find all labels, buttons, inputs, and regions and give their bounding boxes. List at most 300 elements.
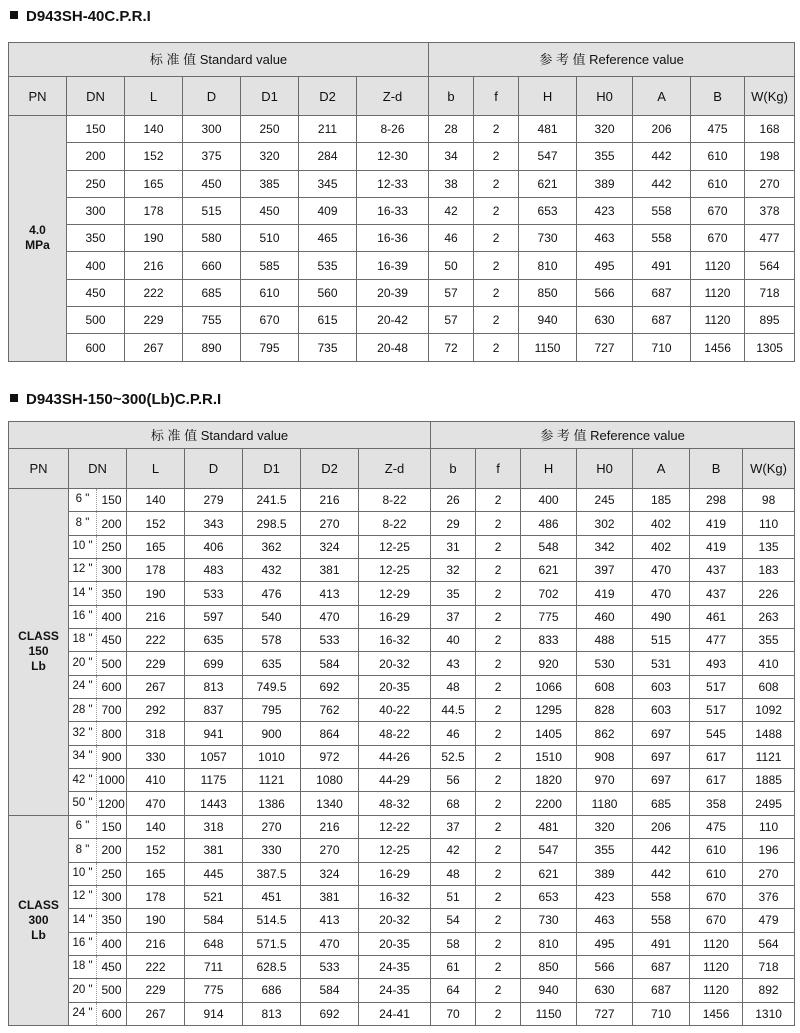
table-cell: 477 (690, 629, 743, 652)
pressure-class-cell (9, 489, 69, 816)
table-cell: 451 (243, 885, 301, 908)
table-cell: 608 (743, 675, 795, 698)
table-cell: 56 (431, 769, 476, 792)
table-cell: 515 (633, 629, 690, 652)
table-cell: 615 (299, 307, 357, 334)
table-cell: 185 (633, 489, 690, 512)
table-cell: 493 (690, 652, 743, 675)
table-cell: 378 (745, 197, 795, 224)
table-row (9, 699, 795, 722)
table-cell: 300 (97, 559, 127, 582)
table-row (9, 792, 795, 815)
table-cell: 300 (183, 116, 241, 143)
table-cell: 442 (633, 839, 690, 862)
table-cell: 540 (243, 605, 301, 628)
table-cell: 165 (125, 170, 183, 197)
table-cell: 298 (690, 489, 743, 512)
table-cell: 1010 (243, 745, 301, 768)
table-row (9, 839, 795, 862)
table-cell: 42 (429, 197, 474, 224)
table-cell: 610 (691, 170, 745, 197)
table-cell: 1121 (743, 745, 795, 768)
table-cell: 419 (690, 512, 743, 535)
table-cell: 270 (745, 170, 795, 197)
table-cell: 515 (183, 197, 241, 224)
table-cell: 37 (431, 815, 476, 838)
table-cell: 450 (97, 955, 127, 978)
table-cell: 6 " (69, 489, 97, 512)
table-cell: 1120 (691, 252, 745, 279)
table-cell: 699 (185, 652, 243, 675)
table-cell: 178 (127, 885, 185, 908)
table-cell: 566 (577, 955, 633, 978)
table-cell: 686 (243, 979, 301, 1002)
table-cell: 140 (127, 489, 185, 512)
table-cell: 68 (431, 792, 476, 815)
table-cell: 890 (183, 334, 241, 361)
table-cell: 1510 (521, 745, 577, 768)
table-cell: 292 (127, 699, 185, 722)
table-cell: 200 (97, 512, 127, 535)
table-cell: 44-29 (359, 769, 431, 792)
table-row (9, 675, 795, 698)
table-cell: 2 (474, 252, 519, 279)
table-cell: 46 (431, 722, 476, 745)
column-header: D1 (241, 77, 299, 116)
table-cell: 437 (690, 559, 743, 582)
table-cell: 564 (743, 932, 795, 955)
table-row (9, 722, 795, 745)
table-cell: 12 " (69, 559, 97, 582)
table-cell: 402 (633, 535, 690, 558)
table-cell: 12-25 (359, 839, 431, 862)
table-cell: 2 (476, 559, 521, 582)
table-row (9, 885, 795, 908)
table-cell: 376 (743, 885, 795, 908)
table-cell: 1295 (521, 699, 577, 722)
table-row (9, 252, 795, 279)
table-cell: 488 (577, 629, 633, 652)
table-cell: 20-32 (359, 652, 431, 675)
table-cell: 442 (633, 143, 691, 170)
table-cell: 57 (429, 307, 474, 334)
column-header: A (633, 77, 691, 116)
table-cell: 58 (431, 932, 476, 955)
table-cell: 34 " (69, 745, 97, 768)
table-cell: 12-33 (357, 170, 429, 197)
table-cell: 18 " (69, 629, 97, 652)
table-cell: 150 (97, 815, 127, 838)
table-cell: 510 (241, 225, 299, 252)
table-row (9, 1002, 795, 1025)
table-cell: 300 (67, 197, 125, 224)
table-cell: 670 (691, 197, 745, 224)
table-cell: 413 (301, 909, 359, 932)
table-cell: 900 (243, 722, 301, 745)
table-cell: 941 (185, 722, 243, 745)
table-cell: 600 (97, 1002, 127, 1025)
table-cell: 463 (577, 225, 633, 252)
table-cell: 419 (577, 582, 633, 605)
table-cell: 630 (577, 979, 633, 1002)
table-cell: 558 (633, 909, 690, 932)
table-cell: 196 (743, 839, 795, 862)
table-cell: 566 (577, 279, 633, 306)
table-cell: 2 (476, 652, 521, 675)
table-cell: 653 (519, 197, 577, 224)
table-cell: 914 (185, 1002, 243, 1025)
table-cell: 470 (633, 582, 690, 605)
table-cell: 653 (521, 885, 577, 908)
table-cell: 381 (301, 559, 359, 582)
table-cell: 24 " (69, 675, 97, 698)
table-cell: 692 (301, 1002, 359, 1025)
table-cell: 608 (577, 675, 633, 698)
table-cell: 389 (577, 862, 633, 885)
table-row (9, 535, 795, 558)
table-cell: 16-32 (359, 885, 431, 908)
section-title-text: D943SH-150~300(Lb)C.P.R.I (26, 391, 222, 408)
table-cell: 16-36 (357, 225, 429, 252)
table-cell: 28 " (69, 699, 97, 722)
table-cell: 44-26 (359, 745, 431, 768)
table-cell: 495 (577, 252, 633, 279)
table-cell: 584 (301, 652, 359, 675)
table-cell: 200 (97, 839, 127, 862)
table-cell: 270 (301, 512, 359, 535)
table-cell: 2200 (521, 792, 577, 815)
table-cell: 442 (633, 862, 690, 885)
table-cell: 970 (577, 769, 633, 792)
table-cell: 2 (474, 225, 519, 252)
table-cell: 324 (301, 862, 359, 885)
table-cell: 697 (633, 745, 690, 768)
table-cell: 2 (476, 629, 521, 652)
table-cell: 660 (183, 252, 241, 279)
table-cell: 940 (521, 979, 577, 1002)
table-cell: 318 (185, 815, 243, 838)
table-cell: 345 (299, 170, 357, 197)
table-cell: 685 (633, 792, 690, 815)
table-cell: 491 (633, 252, 691, 279)
table-cell: 54 (431, 909, 476, 932)
table-cell: 795 (241, 334, 299, 361)
table-cell: 2 (474, 279, 519, 306)
table-cell: 610 (690, 839, 743, 862)
table-cell: 727 (577, 1002, 633, 1025)
table-cell: 355 (577, 143, 633, 170)
table-row (9, 225, 795, 252)
table-cell: 1456 (691, 334, 745, 361)
table-cell: 483 (185, 559, 243, 582)
table-cell: 302 (577, 512, 633, 535)
table-cell: 687 (633, 955, 690, 978)
table-cell: 216 (127, 605, 185, 628)
table-cell: 580 (183, 225, 241, 252)
table-cell: 320 (577, 116, 633, 143)
table-cell: 1120 (691, 307, 745, 334)
table-cell: 900 (97, 745, 127, 768)
column-header: f (474, 77, 519, 116)
table-cell: 320 (241, 143, 299, 170)
table-cell: 710 (633, 334, 691, 361)
table-cell: 20-35 (359, 932, 431, 955)
pressure-class-text: 300 (28, 912, 49, 927)
table-cell: 1488 (743, 722, 795, 745)
section-title-text: D943SH-40C.P.R.I (26, 8, 151, 25)
table-row (9, 629, 795, 652)
table-cell: 500 (67, 307, 125, 334)
table-cell: 491 (633, 932, 690, 955)
table-cell: 44.5 (431, 699, 476, 722)
table-cell: 198 (745, 143, 795, 170)
table-cell: 29 (431, 512, 476, 535)
table-cell: 400 (67, 252, 125, 279)
table-cell: 168 (745, 116, 795, 143)
table-cell: 216 (301, 815, 359, 838)
table-cell: 397 (577, 559, 633, 582)
table-cell: 10 " (69, 535, 97, 558)
table-cell: 460 (577, 605, 633, 628)
table-cell: 500 (97, 652, 127, 675)
table-cell: 2 (476, 839, 521, 862)
table-cell: 270 (743, 862, 795, 885)
table-cell: 600 (97, 675, 127, 698)
table-cell: 229 (127, 652, 185, 675)
table-cell: 48-22 (359, 722, 431, 745)
table-cell: 2 (476, 675, 521, 698)
table-cell: 685 (183, 279, 241, 306)
column-header: H0 (577, 77, 633, 116)
table-cell: 558 (633, 225, 691, 252)
table-cell: 972 (301, 745, 359, 768)
section-title (10, 8, 151, 25)
table-cell: 12-22 (359, 815, 431, 838)
table-row (9, 745, 795, 768)
table-cell: 687 (633, 979, 690, 1002)
pressure-class-cell (9, 116, 67, 362)
table-cell: 72 (429, 334, 474, 361)
square-bullet-icon (10, 11, 18, 19)
column-header: D (185, 449, 243, 489)
column-header: D2 (299, 77, 357, 116)
table-cell: 617 (690, 769, 743, 792)
table-cell: 603 (633, 675, 690, 698)
table-cell: 437 (690, 582, 743, 605)
table-cell: 8-26 (357, 116, 429, 143)
table-cell: 140 (127, 815, 185, 838)
table-cell: 1443 (185, 792, 243, 815)
table-cell: 450 (183, 170, 241, 197)
table-cell: 514.5 (243, 909, 301, 932)
table-cell: 229 (125, 307, 183, 334)
column-header: PN (9, 77, 67, 116)
table-cell: 20 " (69, 979, 97, 1002)
table-cell: 697 (633, 769, 690, 792)
column-header: Z-d (359, 449, 431, 489)
table-cell: 2 (476, 535, 521, 558)
table-cell: 12 " (69, 885, 97, 908)
table-cell: 20 " (69, 652, 97, 675)
table-cell: 250 (97, 535, 127, 558)
table-cell: 585 (241, 252, 299, 279)
table-cell: 1066 (521, 675, 577, 698)
pressure-class-text: 150 (28, 644, 49, 659)
table-cell: 670 (690, 909, 743, 932)
table-cell: 14 " (69, 582, 97, 605)
column-header: B (690, 449, 743, 489)
table-cell: 320 (577, 815, 633, 838)
table-cell: 475 (691, 116, 745, 143)
table-cell: 206 (633, 116, 691, 143)
table-cell: 1150 (521, 1002, 577, 1025)
reference-value-header: 参 考 值 Reference value (429, 43, 795, 77)
table-cell: 635 (185, 629, 243, 652)
table-cell: 267 (127, 675, 185, 698)
table-cell: 222 (125, 279, 183, 306)
table-cell: 2 (476, 489, 521, 512)
column-header: W(Kg) (743, 449, 795, 489)
table-cell: 165 (127, 862, 185, 885)
table-cell: 895 (745, 307, 795, 334)
table-cell: 16-32 (359, 629, 431, 652)
table-cell: 410 (127, 769, 185, 792)
table-cell: 628.5 (243, 955, 301, 978)
table-cell: 1885 (743, 769, 795, 792)
table-cell: 51 (431, 885, 476, 908)
table-cell: 48-32 (359, 792, 431, 815)
table-cell: 419 (690, 535, 743, 558)
table-cell: 600 (67, 334, 125, 361)
table-row (9, 512, 795, 535)
table-cell: 477 (745, 225, 795, 252)
table-cell: 1000 (97, 769, 127, 792)
table-cell: 775 (521, 605, 577, 628)
table-cell: 617 (690, 745, 743, 768)
table-cell: 442 (633, 170, 691, 197)
table-cell: 270 (301, 839, 359, 862)
table-cell: 530 (577, 652, 633, 675)
table-cell: 18 " (69, 955, 97, 978)
table-cell: 749.5 (243, 675, 301, 698)
pressure-class-cell (9, 815, 69, 1025)
table-cell: 16 " (69, 605, 97, 628)
table-cell: 48 (431, 675, 476, 698)
table-cell: 24-35 (359, 955, 431, 978)
table-row (9, 559, 795, 582)
table-cell: 2 (474, 116, 519, 143)
table-cell: 389 (577, 170, 633, 197)
table-cell: 470 (301, 605, 359, 628)
table-cell: 216 (301, 489, 359, 512)
table-cell: 521 (185, 885, 243, 908)
table-cell: 476 (243, 582, 301, 605)
table-cell: 445 (185, 862, 243, 885)
table-cell: 571.5 (243, 932, 301, 955)
table-cell: 385 (241, 170, 299, 197)
table-cell: 16-29 (359, 862, 431, 885)
pressure-class-text: Lb (31, 659, 46, 674)
table-cell: 1405 (521, 722, 577, 745)
table-cell: 670 (690, 885, 743, 908)
table-cell: 355 (577, 839, 633, 862)
table-cell: 517 (690, 675, 743, 698)
pressure-class-text: CLASS (18, 629, 59, 644)
table-cell: 833 (521, 629, 577, 652)
table-cell: 250 (67, 170, 125, 197)
table-cell: 6 " (69, 815, 97, 838)
table-cell: 2 (476, 512, 521, 535)
table-cell: 2 (476, 605, 521, 628)
column-header: H (521, 449, 577, 489)
table-cell: 2 (476, 769, 521, 792)
table-cell: 697 (633, 722, 690, 745)
table-cell: 1456 (690, 1002, 743, 1025)
table-cell: 1386 (243, 792, 301, 815)
table-cell: 350 (97, 582, 127, 605)
table-cell: 34 (429, 143, 474, 170)
table-cell: 1120 (690, 979, 743, 1002)
table-cell: 862 (577, 722, 633, 745)
table-cell: 837 (185, 699, 243, 722)
table-cell: 35 (431, 582, 476, 605)
table-cell: 711 (185, 955, 243, 978)
table-cell: 2 (474, 143, 519, 170)
table-cell: 578 (243, 629, 301, 652)
table-cell: 2 (476, 1002, 521, 1025)
table-cell: 2 (476, 792, 521, 815)
table-cell: 410 (743, 652, 795, 675)
table-cell: 140 (125, 116, 183, 143)
table-cell: 300 (97, 885, 127, 908)
table-cell: 517 (690, 699, 743, 722)
table-cell: 481 (519, 116, 577, 143)
table-cell: 648 (185, 932, 243, 955)
table-cell: 495 (577, 932, 633, 955)
table-cell: 70 (431, 1002, 476, 1025)
table-cell: 8 " (69, 839, 97, 862)
column-header: D (183, 77, 241, 116)
table-row (9, 116, 795, 143)
table-cell: 1820 (521, 769, 577, 792)
table-cell: 1150 (519, 334, 577, 361)
table-cell: 46 (429, 225, 474, 252)
table-cell: 362 (243, 535, 301, 558)
table-row (9, 815, 795, 838)
table-cell: 400 (97, 605, 127, 628)
table-cell: 20-39 (357, 279, 429, 306)
table-cell: 42 (431, 839, 476, 862)
table-cell: 535 (299, 252, 357, 279)
table-cell: 813 (243, 1002, 301, 1025)
table-cell: 432 (243, 559, 301, 582)
table-cell: 1175 (185, 769, 243, 792)
pressure-class-text: CLASS (18, 897, 59, 912)
table-cell: 423 (577, 885, 633, 908)
table-row (9, 652, 795, 675)
table-cell: 670 (691, 225, 745, 252)
column-header: W(Kg) (745, 77, 795, 116)
table-cell: 450 (67, 279, 125, 306)
table-cell: 98 (743, 489, 795, 512)
table-cell: 531 (633, 652, 690, 675)
table-cell: 12-25 (359, 535, 431, 558)
table-cell: 2 (474, 334, 519, 361)
table-cell: 8-22 (359, 489, 431, 512)
table-cell: 475 (690, 815, 743, 838)
table-cell: 16-29 (359, 605, 431, 628)
table-cell: 24-41 (359, 1002, 431, 1025)
